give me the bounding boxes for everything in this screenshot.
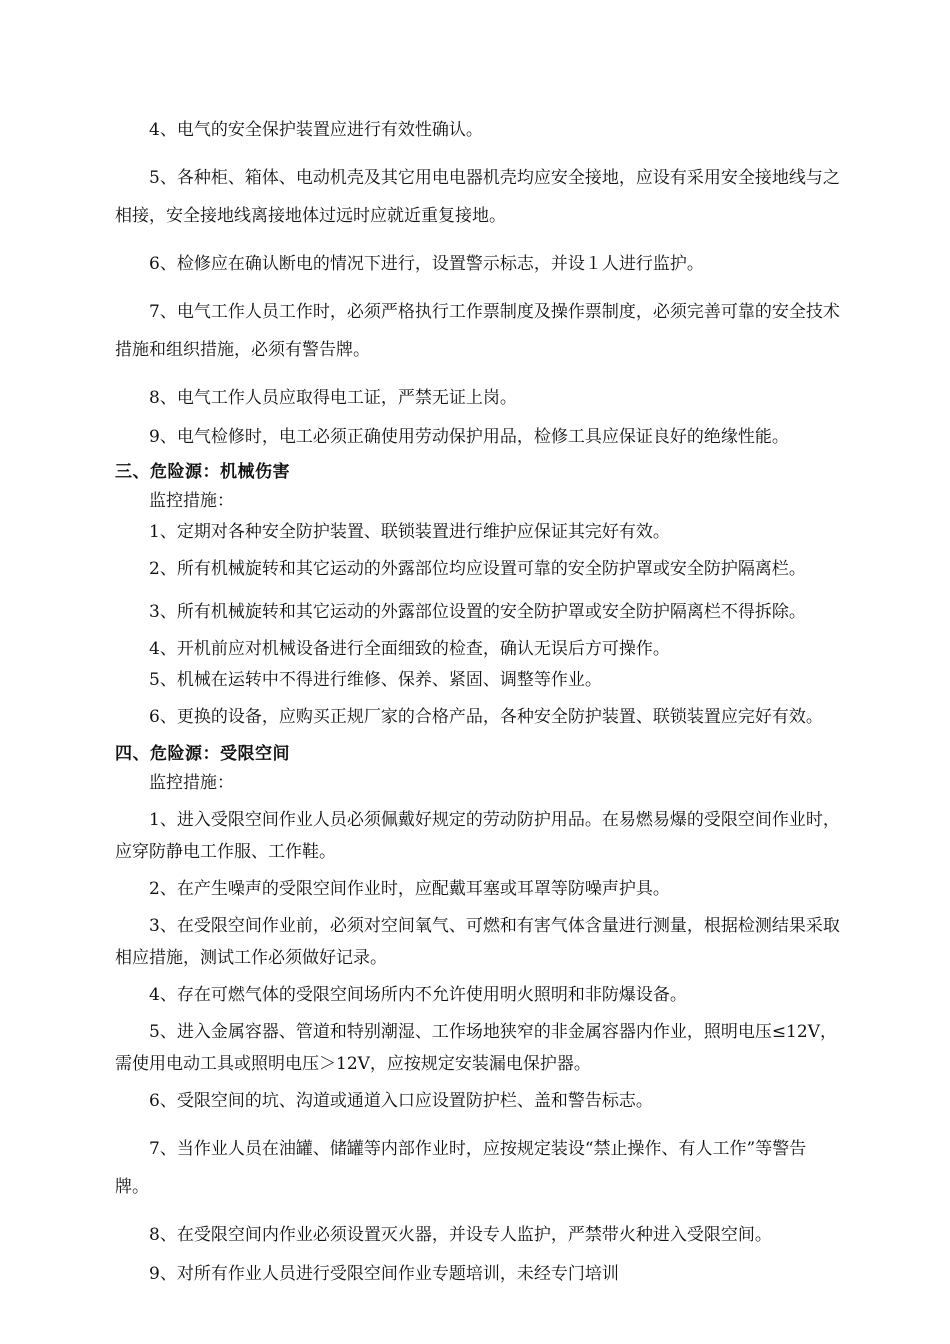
electrical-item-8: 8、电气工作人员应取得电工证，严禁无证上岗。 <box>149 388 517 408</box>
monitoring-subheading-mechanical: 监控措施： <box>149 491 234 511</box>
mechanical-item-1: 1、定期对各种安全防护装置、联锁装置进行维护应保证其完好有效。 <box>149 522 670 542</box>
confined-item-8: 8、在受限空间内作业必须设置灭火器，并设专人监护，严禁带火种进入受限空间。 <box>149 1225 772 1245</box>
monitoring-subheading-confined-space: 监控措施： <box>149 773 234 793</box>
section-heading-mechanical: 三、危险源：机械伤害 <box>115 462 290 482</box>
confined-item-1: 1、进入受限空间作业人员必须佩戴好规定的劳动防护用品。在易燃易爆的受限空间作业时，应穿防静电工作服、工作鞋。 <box>115 810 840 862</box>
confined-item-7: 7、当作业人员在油罐、储罐等内部作业时，应按规定装设“禁止操作、有人工作”等警告牌。 <box>115 1139 807 1197</box>
mechanical-item-3: 3、所有机械旋转和其它运动的外露部位设置的安全防护罩或安全防护隔离栏不得拆除。 <box>149 602 806 622</box>
electrical-item-5: 5、各种柜、箱体、电动机壳及其它用电电器机壳均应安全接地，应设有采用安全接地线与之相接，安全接地线离接地体过远时应就近重复接地。 <box>115 168 840 226</box>
mechanical-item-2: 2、所有机械旋转和其它运动的外露部位均应设置可靠的安全防护罩或安全防护隔离栏。 <box>149 559 806 579</box>
confined-item-6: 6、受限空间的坑、沟道或通道入口应设置防护栏、盖和警告标志。 <box>149 1091 653 1111</box>
confined-item-5: 5、进入金属容器、管道和特别潮湿、工作场地狭窄的非金属容器内作业，照明电压≤12V，需使用电动工具或照明电压＞12V，应按规定安装漏电保护器。 <box>115 1022 837 1074</box>
mechanical-item-5: 5、机械在运转中不得进行维修、保养、紧固、调整等作业。 <box>149 670 602 690</box>
electrical-item-6: 6、检修应在确认断电的情况下进行，设置警示标志，并设１人进行监护。 <box>149 254 704 274</box>
electrical-item-9: 9、电气检修时，电工必须正确使用劳动保护用品，检修工具应保证良好的绝缘性能。 <box>149 427 789 447</box>
confined-item-9: 9、对所有作业人员进行受限空间作业专题培训，未经专门培训 <box>149 1264 619 1284</box>
document-content <box>115 120 840 1284</box>
mechanical-item-6: 6、更换的设备，应购买正规厂家的合格产品，各种安全防护装置、联锁装置应完好有效。 <box>149 707 823 727</box>
confined-item-3: 3、在受限空间作业前，必须对空间氧气、可燃和有害气体含量进行测量，根据检测结果采取相应措施，测试工作必须做好记录。 <box>115 916 840 968</box>
electrical-item-4: 4、电气的安全保护装置应进行有效性确认。 <box>149 120 483 140</box>
mechanical-item-4: 4、开机前应对机械设备进行全面细致的检查，确认无误后方可操作。 <box>149 639 670 659</box>
confined-item-4: 4、存在可燃气体的受限空间场所内不允许使用明火照明和非防爆设备。 <box>149 985 687 1005</box>
section-heading-confined-space: 四、危险源：受限空间 <box>115 744 290 764</box>
electrical-item-7: 7、电气工作人员工作时，必须严格执行工作票制度及操作票制度，必须完善可靠的安全技术措施和组织措施，必须有警告牌。 <box>115 302 840 360</box>
confined-item-2: 2、在产生噪声的受限空间作业时，应配戴耳塞或耳罩等防噪声护具。 <box>149 879 670 899</box>
